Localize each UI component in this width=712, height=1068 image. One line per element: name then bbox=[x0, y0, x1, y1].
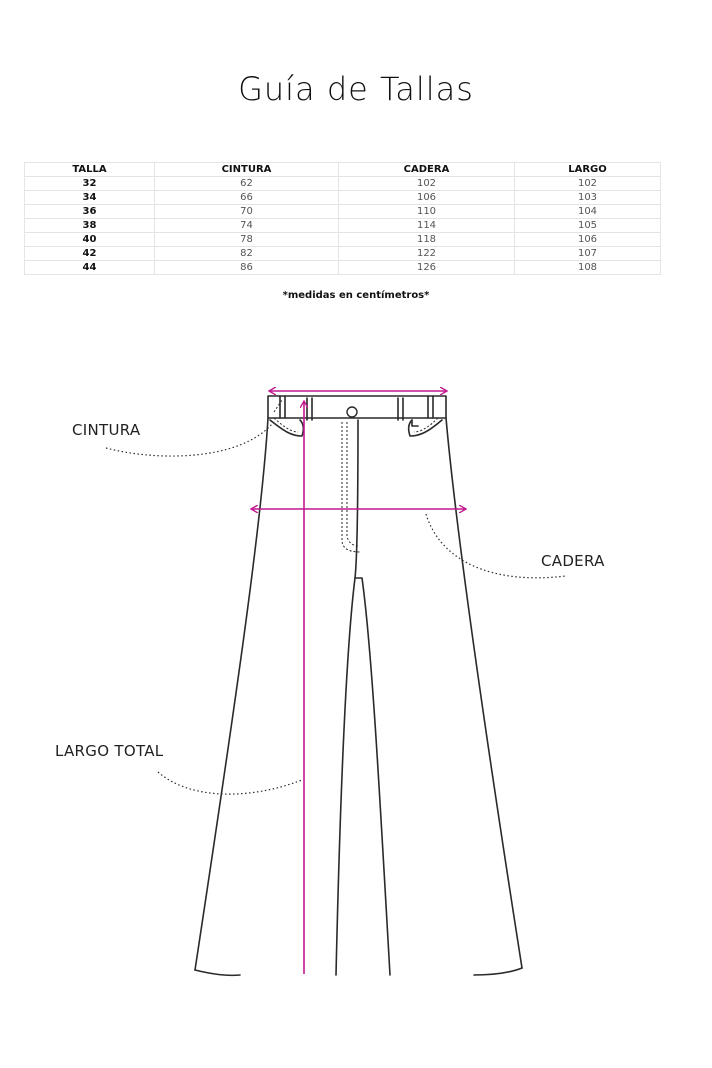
inseam bbox=[336, 578, 390, 975]
cell-cadera: 122 bbox=[339, 247, 515, 261]
cell-cintura: 74 bbox=[155, 219, 339, 233]
cell-talla: 42 bbox=[25, 247, 155, 261]
cell-talla: 40 bbox=[25, 233, 155, 247]
cell-largo: 108 bbox=[515, 261, 661, 275]
cell-cadera: 114 bbox=[339, 219, 515, 233]
header-talla: TALLA bbox=[25, 163, 155, 177]
left-pocket bbox=[270, 420, 303, 436]
stitching bbox=[274, 400, 438, 552]
cell-talla: 36 bbox=[25, 205, 155, 219]
header-largo: LARGO bbox=[515, 163, 661, 177]
cell-cadera: 126 bbox=[339, 261, 515, 275]
cell-cintura: 62 bbox=[155, 177, 339, 191]
cell-cintura: 86 bbox=[155, 261, 339, 275]
header-cintura: CINTURA bbox=[155, 163, 339, 177]
cell-cintura: 78 bbox=[155, 233, 339, 247]
header-cadera: CADERA bbox=[339, 163, 515, 177]
pants-outline bbox=[195, 396, 522, 975]
cell-largo: 103 bbox=[515, 191, 661, 205]
right-hem bbox=[474, 968, 522, 975]
left-leg-outer bbox=[195, 418, 268, 970]
leader-lines bbox=[106, 424, 566, 794]
left-hem bbox=[195, 970, 240, 975]
cell-largo: 102 bbox=[515, 177, 661, 191]
cell-cintura: 82 bbox=[155, 247, 339, 261]
cell-cadera: 118 bbox=[339, 233, 515, 247]
page-title: Guía de Tallas bbox=[238, 70, 474, 108]
pocket-stitch-right bbox=[414, 418, 438, 432]
cell-largo: 106 bbox=[515, 233, 661, 247]
belt-loop-mid-left bbox=[307, 398, 312, 420]
cell-cintura: 66 bbox=[155, 191, 339, 205]
label-largo-total: LARGO TOTAL bbox=[55, 742, 164, 760]
cell-cadera: 110 bbox=[339, 205, 515, 219]
cell-talla: 32 bbox=[25, 177, 155, 191]
belt-loop-left bbox=[280, 396, 285, 418]
cell-cadera: 106 bbox=[339, 191, 515, 205]
right-leg-outer bbox=[446, 418, 522, 968]
cell-talla: 34 bbox=[25, 191, 155, 205]
button-icon bbox=[347, 407, 357, 417]
cell-talla: 44 bbox=[25, 261, 155, 275]
largo-leader bbox=[158, 772, 302, 794]
belt-loop-mid-right bbox=[398, 398, 403, 420]
crotch-seam bbox=[355, 420, 358, 578]
cell-largo: 107 bbox=[515, 247, 661, 261]
cell-cintura: 70 bbox=[155, 205, 339, 219]
cell-largo: 105 bbox=[515, 219, 661, 233]
label-cadera: CADERA bbox=[541, 552, 605, 570]
cell-largo: 104 bbox=[515, 205, 661, 219]
units-note: *medidas en centímetros* bbox=[282, 290, 430, 301]
cell-cadera: 102 bbox=[339, 177, 515, 191]
cell-talla: 38 bbox=[25, 219, 155, 233]
label-cintura: CINTURA bbox=[72, 421, 141, 439]
belt-loop-right bbox=[428, 396, 433, 418]
coin-pocket bbox=[412, 420, 418, 426]
